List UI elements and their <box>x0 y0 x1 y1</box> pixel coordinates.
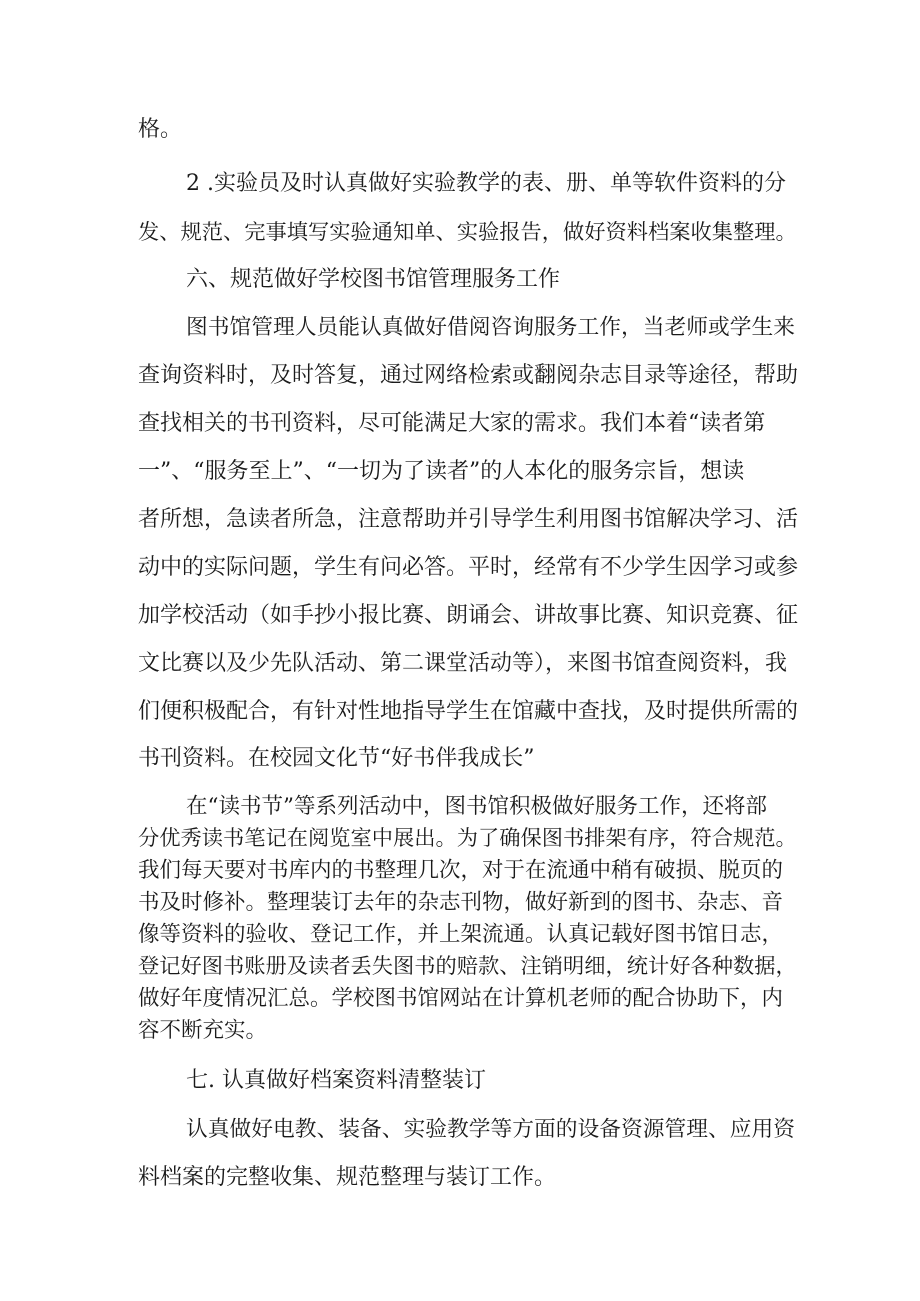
paragraph-line: 们便积极配合，有针对性地指导学生在馆藏中查找，及时提供所需的 <box>138 699 799 724</box>
paragraph-line: 像等资料的验收、登记工作，并上架流通。认真记载好图书馆日志， <box>138 922 784 947</box>
paragraph-line: 者所想，急读者所急，注意帮助并引导学生利用图书馆解决学习、活 <box>138 507 799 532</box>
section-heading-six: 六、规范做好学校图书馆管理服务工作 <box>186 267 561 292</box>
section-heading-seven: 七. 认真做好档案资料清整装订 <box>186 1068 486 1093</box>
paragraph-line: 认真做好电教、装备、实验教学等方面的设备资源管理、应用资 <box>186 1117 795 1142</box>
paragraph-line: 分优秀读书笔记在阅览室中展出。为了确保图书排架有序，符合规范。 <box>138 826 797 851</box>
paragraph-line: 书及时修补。整理装订去年的杂志刊物，做好新到的图书、杂志、音 <box>138 890 784 915</box>
paragraph-line: 图书馆管理人员能认真做好借阅咨询服务工作，当老师或学生来 <box>186 315 795 340</box>
paragraph-line: 书刊资料。在校园文化节“好书伴我成长” <box>138 746 535 771</box>
list-item-2-line-1: 2 .实验员及时认真做好实验教学的表、册、单等软件资料的分 <box>186 171 786 196</box>
paragraph-line: 做好年度情况汇总。学校图书馆网站在计算机老师的配合协助下，内 <box>138 986 784 1011</box>
paragraph-line: 查找相关的书刊资料，尽可能满足大家的需求。我们本着“读者第 <box>138 411 766 436</box>
paragraph-line: 我们每天要对书库内的书整理几次，对于在流通中稍有破损、脱页的 <box>138 858 784 883</box>
paragraph-line: 加学校活动（如手抄小报比赛、朗诵会、讲故事比赛、知识竞赛、征 <box>138 603 799 628</box>
paragraph-line: 容不断充实。 <box>138 1018 268 1043</box>
paragraph-line: 料档案的完整收集、规范整理与装订工作。 <box>138 1165 557 1190</box>
paragraph-line: 在“读书节”等系列活动中，图书馆积极做好服务工作，还将部 <box>186 794 767 819</box>
paragraph-line: 一”、“服务至上”、“一切为了读者”的人本化的服务宗旨，想读 <box>138 459 745 484</box>
paragraph-line: 登记好图书账册及读者丢失图书的赔款、注销明细，统计好各种数据， <box>138 954 797 979</box>
paragraph-line: 动中的实际问题，学生有问必答。平时，经常有不少学生因学习或参 <box>138 555 799 580</box>
paragraph-continuation-line: 格。 <box>138 117 183 142</box>
paragraph-line: 文比赛以及少先队活动、第二课堂活动等），来图书馆查阅资料，我 <box>138 651 788 676</box>
paragraph-line: 查询资料时，及时答复，通过网络检索或翻阅杂志目录等途径，帮助 <box>138 363 799 388</box>
list-item-2-line-2: 发、规范、完事填写实验通知单、实验报告，做好资料档案收集整理。 <box>138 220 797 245</box>
